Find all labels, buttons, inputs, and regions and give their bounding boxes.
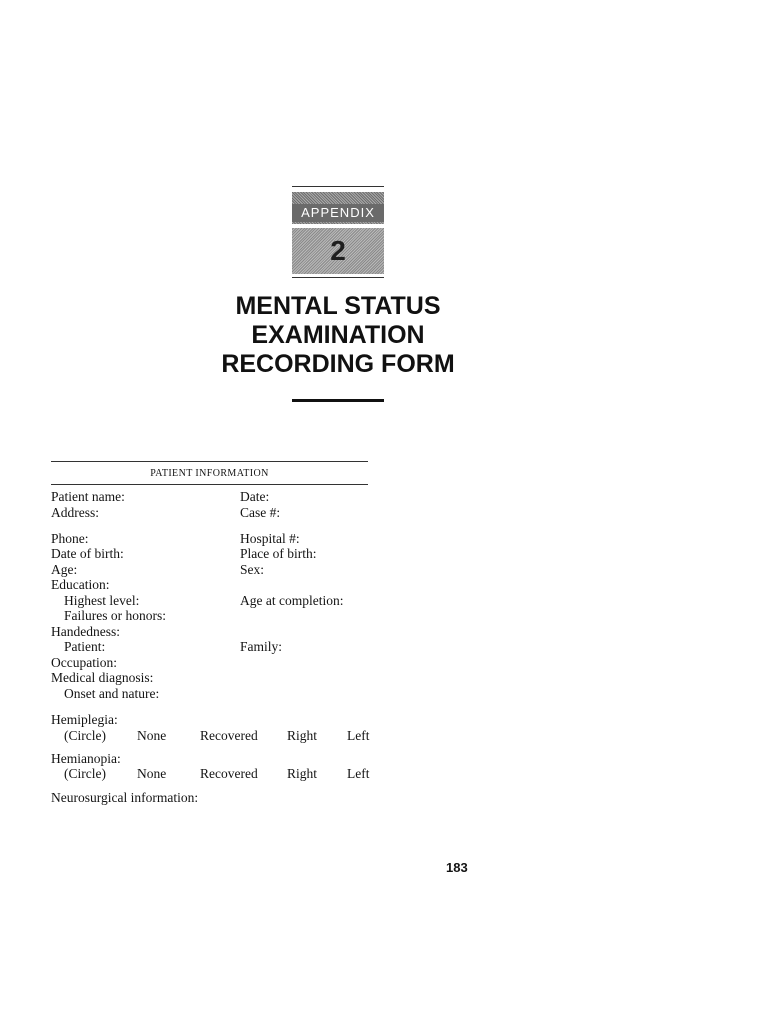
page-number: 183 bbox=[446, 860, 468, 875]
neurosurgical-information-label: Neurosurgical information: bbox=[51, 790, 199, 805]
hemiplegia-option-recovered: Recovered bbox=[200, 728, 258, 743]
title-line-2: EXAMINATION bbox=[251, 321, 425, 349]
occupation-label: Occupation: bbox=[51, 655, 117, 670]
title-line-3: RECORDING FORM bbox=[221, 350, 455, 378]
hemiplegia-option-none: None bbox=[137, 728, 167, 743]
patient-name-label: Patient name: bbox=[51, 489, 125, 504]
hemiplegia-circle-label: (Circle) bbox=[64, 728, 106, 743]
date-of-birth-label: Date of birth: bbox=[51, 546, 124, 561]
section-bottom-rule bbox=[51, 484, 368, 485]
handedness-label: Handedness: bbox=[51, 624, 120, 639]
hospital-number-label: Hospital #: bbox=[240, 531, 300, 546]
sex-label: Sex: bbox=[240, 562, 265, 577]
hemiplegia-label: Hemiplegia: bbox=[51, 712, 118, 727]
medical-diagnosis-label: Medical diagnosis: bbox=[51, 670, 154, 685]
age-at-completion-label: Age at completion: bbox=[240, 593, 344, 608]
failures-or-honors-label: Failures or honors: bbox=[64, 608, 166, 623]
section-heading: PATIENT INFORMATION bbox=[150, 468, 269, 479]
appendix-number: 2 bbox=[330, 235, 346, 266]
education-label: Education: bbox=[51, 577, 110, 592]
badge-top-rule bbox=[292, 186, 384, 187]
hemiplegia-option-left: Left bbox=[347, 728, 370, 743]
highest-level-label: Highest level: bbox=[64, 593, 140, 608]
onset-and-nature-label: Onset and nature: bbox=[64, 686, 160, 701]
hemiplegia-option-right: Right bbox=[287, 728, 318, 743]
address-label: Address: bbox=[51, 505, 99, 520]
family-handedness-label: Family: bbox=[240, 639, 283, 654]
hemianopia-label: Hemianopia: bbox=[51, 751, 121, 766]
case-number-label: Case #: bbox=[240, 505, 281, 520]
phone-label: Phone: bbox=[51, 531, 89, 546]
hemianopia-option-left: Left bbox=[347, 766, 370, 781]
age-label: Age: bbox=[51, 562, 78, 577]
badge-bottom-rule bbox=[292, 277, 384, 278]
title-line-1: MENTAL STATUS bbox=[235, 292, 441, 320]
hemianopia-circle-label: (Circle) bbox=[64, 766, 106, 781]
page-title bbox=[200, 292, 476, 379]
appendix-badge bbox=[292, 192, 384, 224]
hemianopia-option-recovered: Recovered bbox=[200, 766, 258, 781]
appendix-number-box bbox=[292, 228, 384, 274]
title-underline bbox=[292, 399, 384, 402]
date-label: Date: bbox=[240, 489, 270, 504]
hemianopia-option-right: Right bbox=[287, 766, 318, 781]
appendix-label: APPENDIX bbox=[292, 204, 384, 222]
section-top-rule bbox=[51, 461, 368, 462]
patient-handedness-label: Patient: bbox=[64, 639, 106, 654]
hemianopia-option-none: None bbox=[137, 766, 167, 781]
place-of-birth-label: Place of birth: bbox=[240, 546, 317, 561]
